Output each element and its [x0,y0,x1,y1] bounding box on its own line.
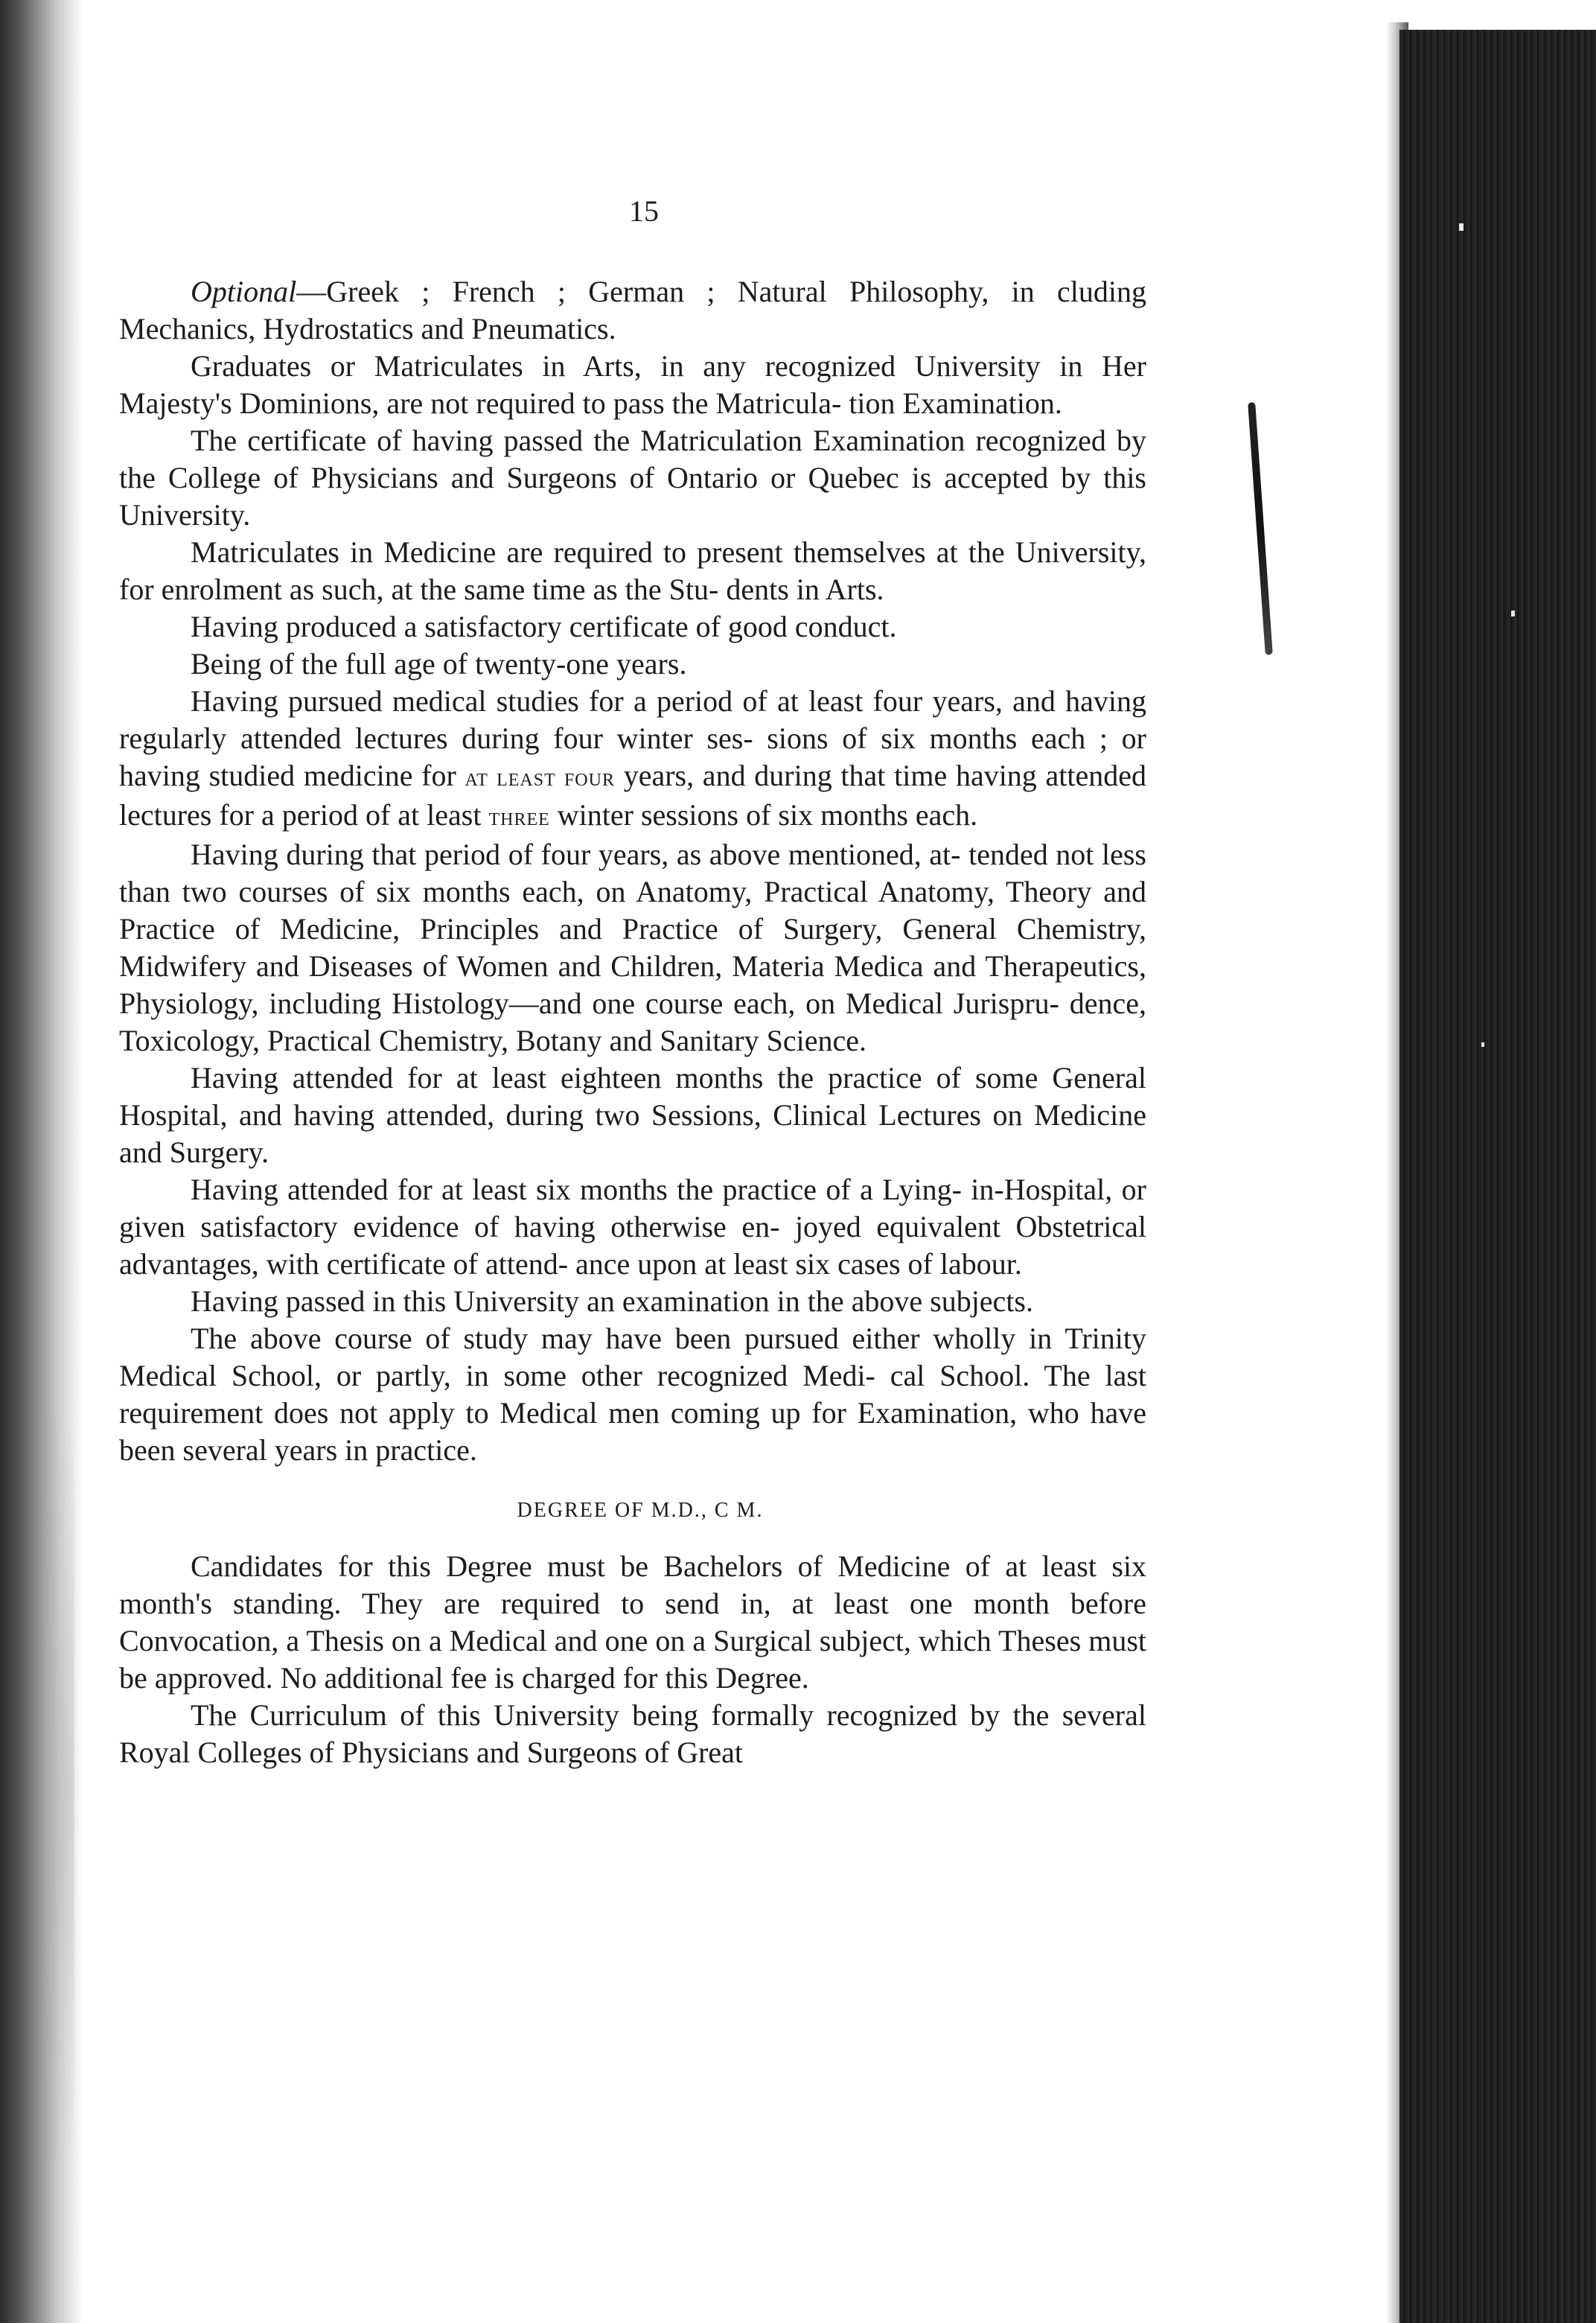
margin-stamp-shadow [45,1415,74,2159]
page-number: 15 [629,194,659,228]
paragraph-matriculates: Matriculates in Medicine are required to present themselves at the University, for enrolment as such, at the same time as the Stu- dents in Arts. [119,535,1146,606]
paragraph-certificate: The certificate of having passed the Matriculation Examination recognized by the College of Physicians and Surgeons of Ontario or Quebec is accepted by this University. [119,424,1146,532]
paragraph-hospital: Having attended for at least eighteen months the practice of some General Hospital, and having attended, during two Sessions, Clinical Lectures on Medicine and Surgery. [119,1061,1146,1169]
paragraph-courses: Having during that period of four years, as above mentioned, at- tended not less than two courses of six months each, on Anatomy, Practical Anatomy, Theory and Practice of Medicine, Principles and Practice of Surgery, General Chemistry, Midwifery and Diseases of Women and Children, Materia Medica and Therapeutics, Physiology, including Histology—and one course each, on Medical Jurispru- dence, Toxicology, Practical Chemistry, Botany and Sanitary Science. [119,838,1146,1057]
paragraph-text: winter sessions of six months each. [549,798,978,832]
small-caps-text: three [488,803,550,831]
section-heading: DEGREE OF M.D., C M. [517,1499,764,1522]
edge-speck [1481,1042,1484,1047]
page-text-block [119,194,1146,1771]
paragraph-candidates: Candidates for this Degree must be Bachelors of Medicine of at least six month's standing. They are required to send in, at least one month before Convocation, a Thesis on a Medical and one on a Surgical subject, which Theses must be approved. No additional fee is charged for this Degree. [119,1549,1146,1695]
scan-scratch-mark [1248,402,1273,655]
paragraph-medical-studies [119,683,1146,836]
paragraph-curriculum: The Curriculum of this University being formally recognized by the several Royal Colleges of Physicians and Surgeons of Great [119,1698,1146,1769]
paragraph-optional [119,273,1146,348]
paragraph-good-conduct: Having produced a satisfactory certificate of good conduct. [191,610,897,643]
paragraph-age: Being of the full age of twenty-one years. [191,647,687,681]
paragraph-lying-in: Having attended for at least six months the practice of a Lying- in-Hospital, or given satisfactory evidence of having otherwise en- joyed equivalent Obstetrical advantages, with certificate of attend- ance upon at least six cases of labour. [119,1173,1146,1281]
paragraph-text: —Greek ; French ; German ; Natural Philosophy, in cluding Mechanics, Hydrostatics and Pneumatics. [119,275,1146,345]
book-page-edges [1399,30,1596,2323]
edge-speck [1511,611,1515,616]
edge-speck [1459,223,1463,231]
paragraph-course-of-study: The above course of study may have been pursued either wholly in Trinity Medical School, or partly, in some other recognized Medi- cal School. The last requirement does not apply to Medical men coming up for Examination, who have been several years in practice. [119,1322,1146,1467]
optional-label: Optional [191,275,297,308]
paragraph-text: years, and during that time having attended lectures for a period of at least [119,759,1147,832]
paragraph-graduates: Graduates or Matriculates in Arts, in any recognized University in Her Majesty's Dominions, are not required to pass the Matricula- tion Examination. [119,349,1146,420]
paragraph-text: Having pursued medical studies for a period of at least four years, and having regularly attended lectures during four winter ses- sions of six months each ; or having studied medicine for [119,684,1146,792]
paragraph-examination: Having passed in this University an examination in the above subjects. [191,1284,1033,1318]
small-caps-text: at least four [465,764,615,791]
